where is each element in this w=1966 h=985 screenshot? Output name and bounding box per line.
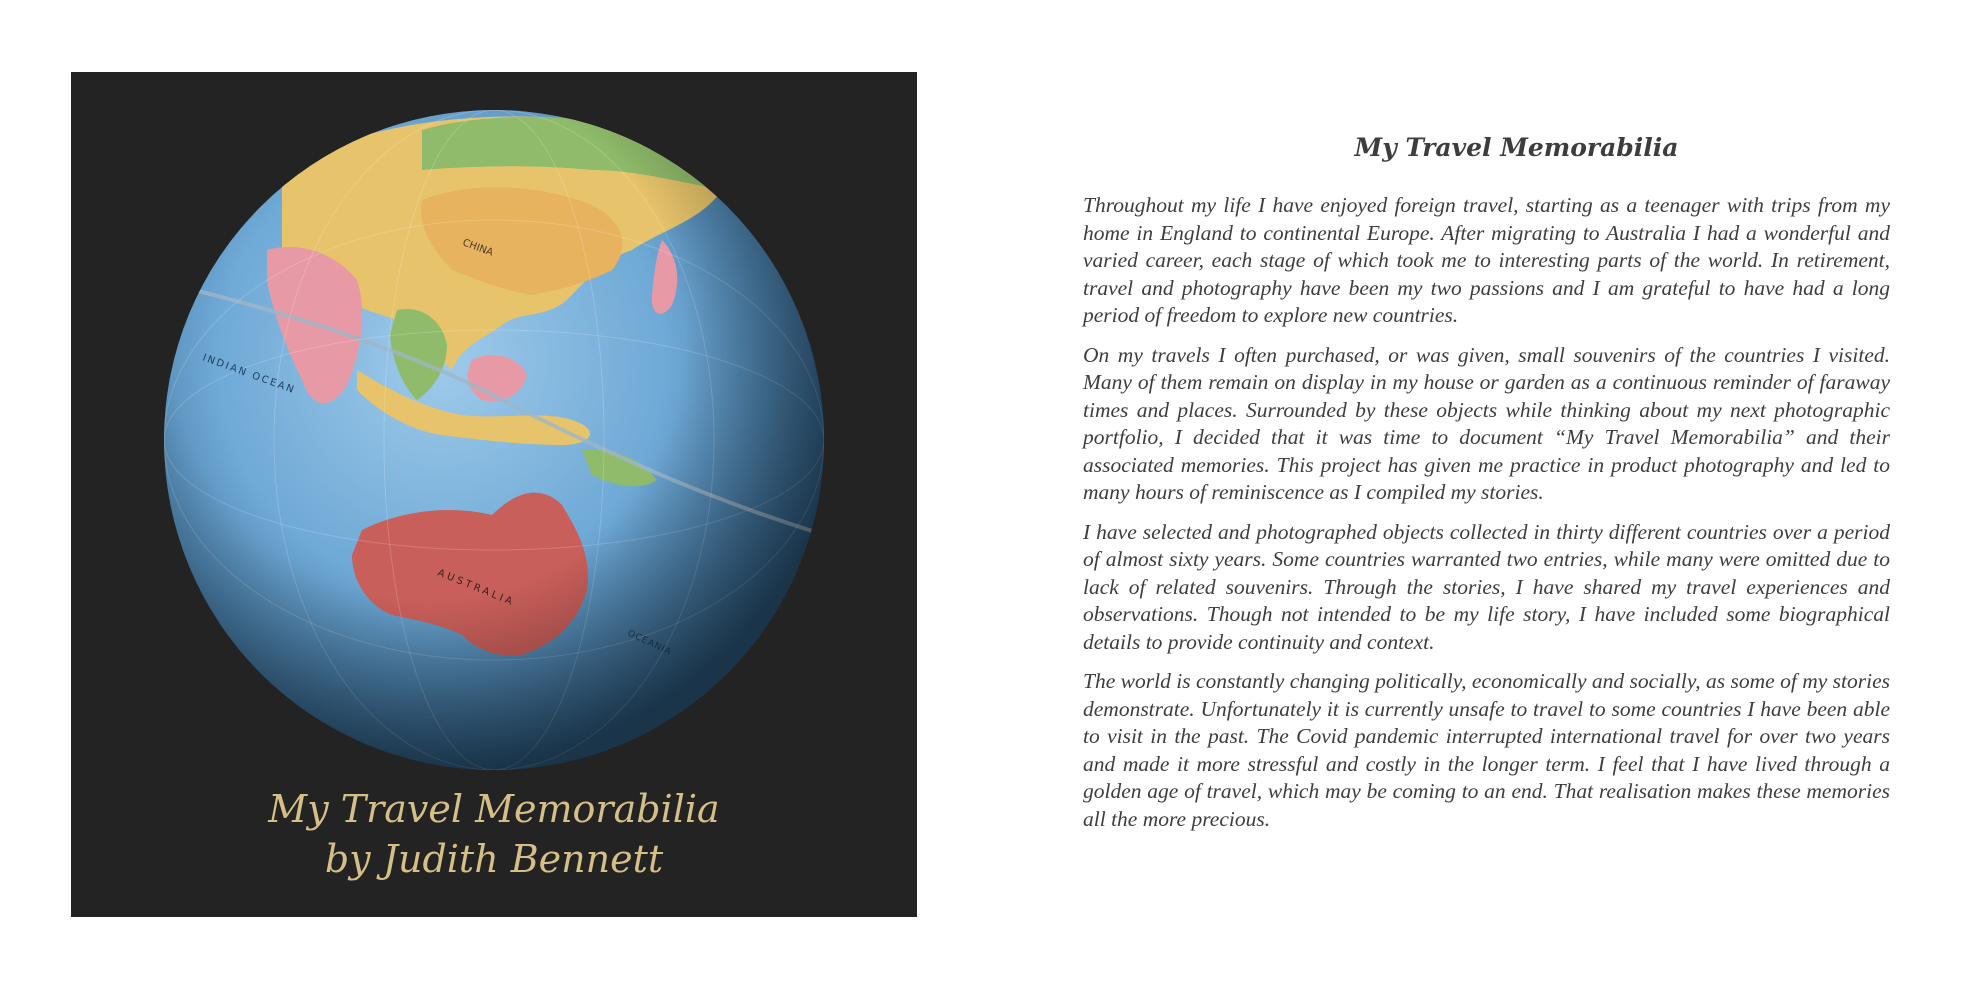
paragraph-3: I have selected and photographed objects collected in thirty different countries over a period of almost sixty years. Some countries warranted two entries, while many were omitted due to lack of related souvenirs. Through the stories, I have shared my travel experiences and observations. Though not intended to be my life story, I have included some biographical details to provide continuity and context. [1083,519,1890,654]
cover-title-line1: My Travel Memorabilia [268,787,720,831]
cover-author-line: by Judith Bennett [324,837,664,881]
page-heading: My Travel Memorabilia [1354,133,1679,162]
paragraph-1: Throughout my life I have enjoyed foreign travel, starting as a teenager with trips from my home in England to continental Europe. After migrating to Australia I had a wonderful and varied career, each stage of which took me to interesting parts of the world. In retirement, travel and photography have been my two passions and I am grateful to have had a long period of freedom to explore new countries. [1083,193,1890,327]
paragraph-2: On my travels I often purchased, or was given, small souvenirs of the countries I visited. Many of them remain on display in my house or garden as a continuous reminder of faraway times and places. Surrounded by these objects while thinking about my next photographic portfolio, I decided that it was time to document “My Travel Memorabilia” and their associated memories. This project has given me practice in product photography and led to many hours of reminiscence as I compiled my stories. [1083,342,1890,504]
text-page [1083,130,1890,845]
paragraph-4: The world is constantly changing politically, economically and socially, as some of my stories demonstrate. Unfortunately it is currently unsafe to travel to some countries I have been able to visit in the past. The Covid pandemic interrupted international travel for over two years and made it more stressful and costly in the longer term. I feel that I have lived through a golden age of travel, which may be coming to an end. That realisation makes these memories all the more precious. [1083,669,1890,831]
book-cover [71,72,917,917]
cover-title [71,784,917,884]
globe-image [162,110,827,770]
